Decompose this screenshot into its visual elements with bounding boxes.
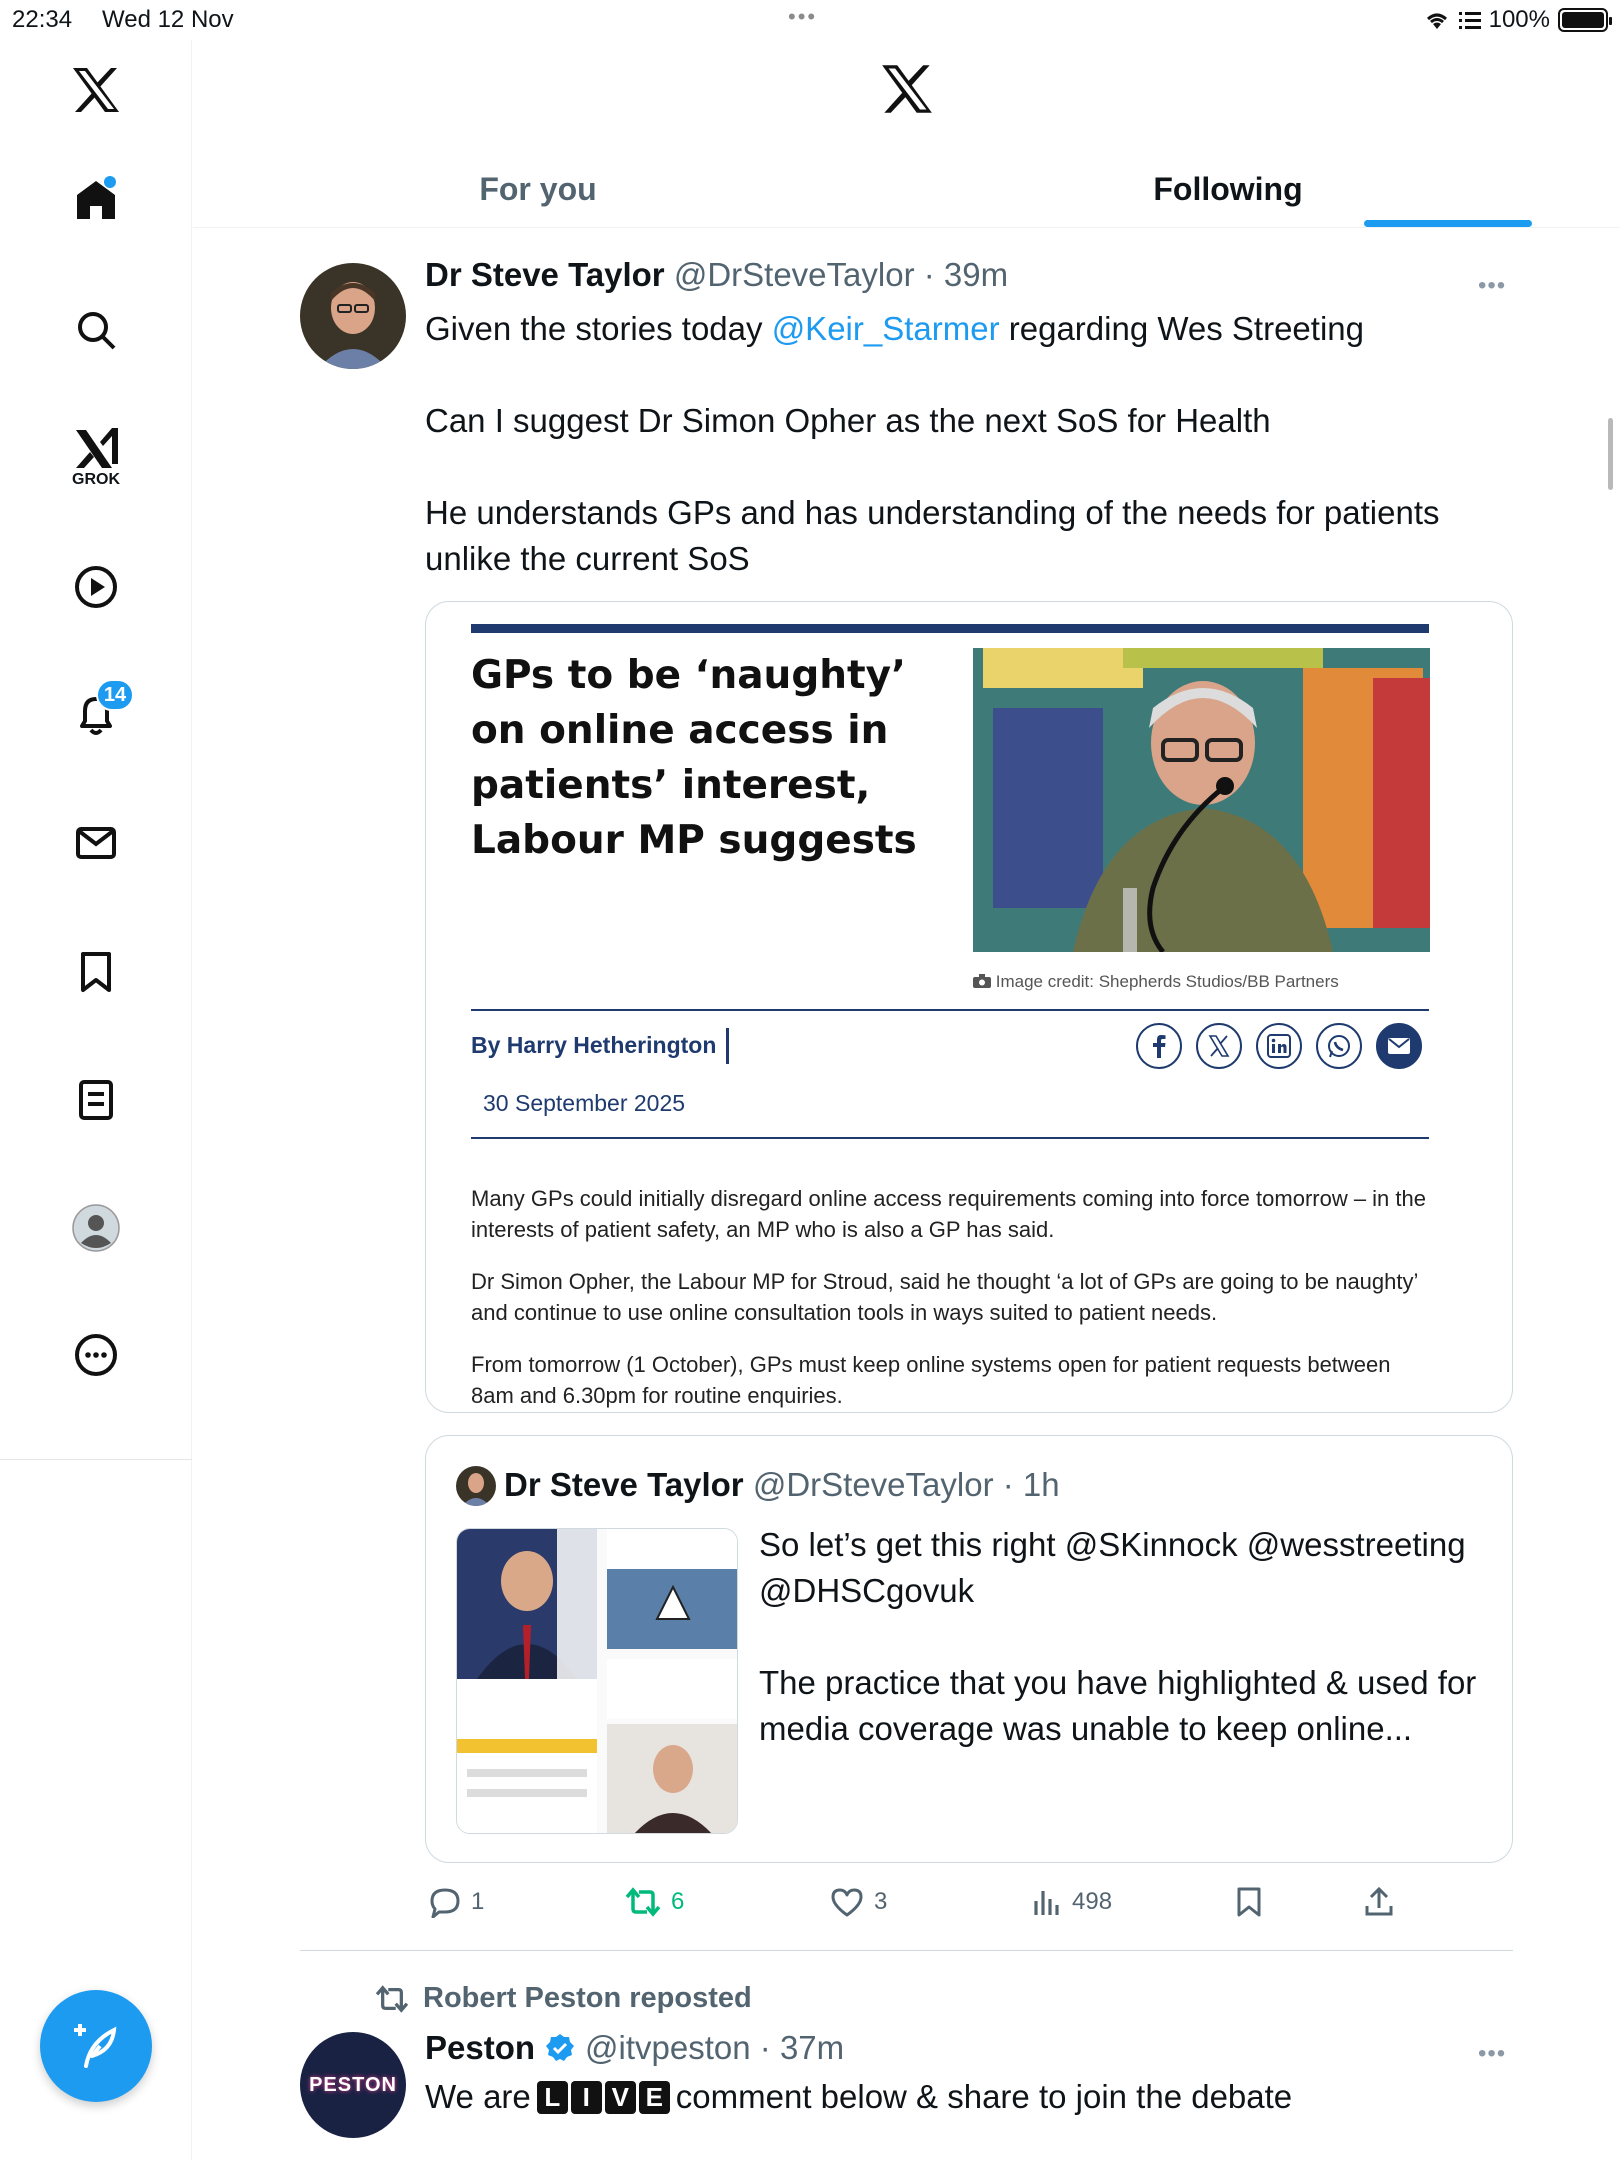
home-unread-dot <box>104 176 116 188</box>
repost-icon <box>625 1887 661 1917</box>
tweet-author-meta[interactable]: @DrSteveTaylor · 39m <box>673 256 1009 293</box>
status-right <box>1423 6 1608 34</box>
like-button[interactable] <box>830 1880 887 1924</box>
share-button[interactable] <box>1363 1880 1395 1924</box>
article-paragraph-1: Many GPs could initially disregard online access requirements coming into force tomorrow – in the interests of patient safety, an MP who is also a GP has said. <box>471 1186 1426 1242</box>
more-circle-icon <box>74 1333 118 1377</box>
quoted-text-line1: So let’s get this right @SKinnock @wesstreeting @DHSCgovuk <box>759 1526 1466 1609</box>
sidebar-item-profile[interactable] <box>56 1188 136 1268</box>
battery-percent: 100% <box>1488 6 1550 33</box>
envelope-icon <box>74 821 118 865</box>
sidebar-item-lists[interactable] <box>56 1060 136 1140</box>
search-icon <box>75 309 117 351</box>
bookmark-button[interactable] <box>1235 1880 1263 1924</box>
linkedin-icon <box>1256 1023 1302 1069</box>
battery-icon <box>1558 8 1608 32</box>
article-date: 30 September 2025 <box>483 1090 686 1116</box>
live-letter-e: E <box>639 2081 670 2114</box>
article-author-separator <box>726 1028 729 1064</box>
live-letter-l: L <box>537 2081 568 2114</box>
bookmark-icon <box>76 950 116 994</box>
x-logo-icon[interactable] <box>880 62 934 116</box>
views-button[interactable] <box>1032 1880 1112 1924</box>
wifi-icon <box>1423 9 1451 31</box>
status-time: 22:34 <box>12 6 73 33</box>
article-divider <box>471 1009 1429 1011</box>
orientation-lock-icon <box>1459 10 1481 30</box>
live-letter-v: V <box>605 2081 636 2114</box>
repost-button[interactable] <box>625 1880 684 1924</box>
live-letter-i: I <box>571 2081 602 2114</box>
scrollbar[interactable] <box>1608 418 1613 490</box>
notifications-badge: 14 <box>96 679 134 711</box>
peston-more-icon[interactable]: ••• <box>1478 2040 1507 2067</box>
grok-label: GROK <box>72 471 120 488</box>
x-share-icon <box>1196 1023 1242 1069</box>
sidebar-item-notifications[interactable] <box>56 675 136 755</box>
tweet-actions <box>425 1880 1525 1924</box>
multitasking-dots-icon[interactable]: ••• <box>788 4 818 29</box>
tab-following[interactable]: Following <box>1153 170 1303 207</box>
share-upload-icon <box>1363 1886 1395 1918</box>
play-circle-icon <box>74 565 118 609</box>
article-author: By Harry Hetherington <box>471 1032 717 1058</box>
article-top-bar <box>471 624 1429 633</box>
repost-count: 6 <box>671 1888 685 1915</box>
like-count: 3 <box>874 1888 888 1915</box>
compose-button[interactable] <box>40 1990 152 2102</box>
quoted-author-avatar <box>456 1466 496 1506</box>
peston-avatar[interactable] <box>300 2032 406 2138</box>
peston-author-meta[interactable]: @itvpeston · 37m <box>585 2029 845 2066</box>
quoted-author-meta: @DrSteveTaylor · 1h <box>752 1466 1060 1503</box>
tweet-header <box>425 256 1008 294</box>
tab-selected-indicator <box>1364 220 1532 227</box>
tweet-text-prefix: Given the stories today <box>425 310 772 347</box>
tweet-text-para3: He understands GPs and has understanding of the needs for patients unlike the current SoS <box>425 494 1440 577</box>
article-credit-text: Image credit: Shepherds Studios/BB Partners <box>995 972 1339 991</box>
repost-indicator[interactable] <box>375 1982 752 2015</box>
status-date: Wed 12 Nov <box>102 6 234 33</box>
sidebar-item-bookmarks[interactable] <box>56 932 136 1012</box>
tab-for-you[interactable]: For you <box>479 170 597 207</box>
camera-icon <box>973 974 991 988</box>
quoted-tweet[interactable] <box>425 1435 1513 1863</box>
tweet-author-avatar[interactable] <box>300 263 406 369</box>
tweet-text-line1 <box>425 306 1515 352</box>
repost-label: Robert Peston reposted <box>423 1982 752 2014</box>
sidebar-item-more[interactable] <box>56 1315 136 1395</box>
list-icon <box>76 1078 116 1122</box>
reply-count: 1 <box>471 1888 485 1915</box>
analytics-icon <box>1032 1887 1062 1917</box>
peston-text-prefix: We are <box>425 2078 531 2115</box>
sidebar-item-video[interactable] <box>56 547 136 627</box>
facebook-icon <box>1136 1023 1182 1069</box>
grok-icon <box>72 424 120 472</box>
peston-tweet-text <box>425 2078 1292 2116</box>
reply-icon <box>429 1886 461 1918</box>
article-image-credit <box>973 972 1339 992</box>
sidebar-item-grok[interactable] <box>56 415 136 495</box>
tweet-media-article-screenshot[interactable] <box>425 601 1513 1413</box>
quoted-tweet-text <box>759 1522 1489 1752</box>
quoted-tweet-header <box>504 1466 1060 1504</box>
mention-link[interactable]: @Keir_Starmer <box>771 310 1000 347</box>
sidebar-divider <box>0 1459 192 1460</box>
tweet-more-icon[interactable]: ••• <box>1478 272 1507 299</box>
sidebar-x-logo[interactable] <box>56 50 136 130</box>
peston-avatar-text: PESTON <box>309 2073 397 2096</box>
article-headline: GPs to be ‘naughty’ on online access in patients’ interest, Labour MP suggests <box>471 653 917 863</box>
tweet-author-name[interactable]: Dr Steve Taylor <box>425 256 665 293</box>
peston-tweet-header <box>425 2029 844 2067</box>
whatsapp-icon <box>1316 1023 1362 1069</box>
quoted-tweet-image[interactable] <box>456 1528 738 1834</box>
sidebar <box>0 40 192 2160</box>
live-emoji-letters <box>537 2081 670 2114</box>
tweet-separator <box>300 1950 1513 1951</box>
article-photo <box>973 648 1430 952</box>
heart-icon <box>830 1887 864 1917</box>
x-logo-icon <box>71 66 121 114</box>
repost-small-icon <box>375 1985 409 2013</box>
bookmark-icon <box>1235 1886 1263 1918</box>
email-share-icon <box>1376 1023 1422 1069</box>
peston-author-name[interactable]: Peston <box>425 2029 536 2066</box>
article-paragraph-2: Dr Simon Opher, the Labour MP for Stroud, said he thought ‘a lot of GPs are going to be naughty’ and continue to use online consultation tools in ways suited to patient needs. <box>471 1269 1418 1325</box>
quoted-text-line2: The practice that you have highlighted & used for media coverage was unable to keep online... <box>759 1664 1477 1747</box>
status-bar <box>0 0 1620 40</box>
verified-badge-icon <box>545 2033 575 2063</box>
sidebar-item-home[interactable] <box>56 160 136 240</box>
timeline-tabs <box>193 150 1620 228</box>
article-divider-bottom <box>471 1137 1429 1139</box>
article-paragraph-3: From tomorrow (1 October), GPs must keep online systems open for patient requests between 8am and 6.30pm for routine enquiries. <box>471 1352 1391 1408</box>
sidebar-item-search[interactable] <box>56 290 136 370</box>
profile-avatar-icon <box>71 1203 121 1253</box>
tweet-text-suffix: regarding Wes Streeting <box>999 310 1364 347</box>
views-count: 498 <box>1072 1888 1113 1915</box>
compose-feather-icon <box>70 2020 122 2072</box>
reply-button[interactable] <box>429 1880 484 1924</box>
sidebar-item-messages[interactable] <box>56 803 136 883</box>
quoted-author-name: Dr Steve Taylor <box>504 1466 744 1503</box>
peston-text-suffix: comment below & share to join the debate <box>675 2078 1293 2115</box>
tweet-text-para2: Can I suggest Dr Simon Opher as the next SoS for Health <box>425 402 1271 439</box>
